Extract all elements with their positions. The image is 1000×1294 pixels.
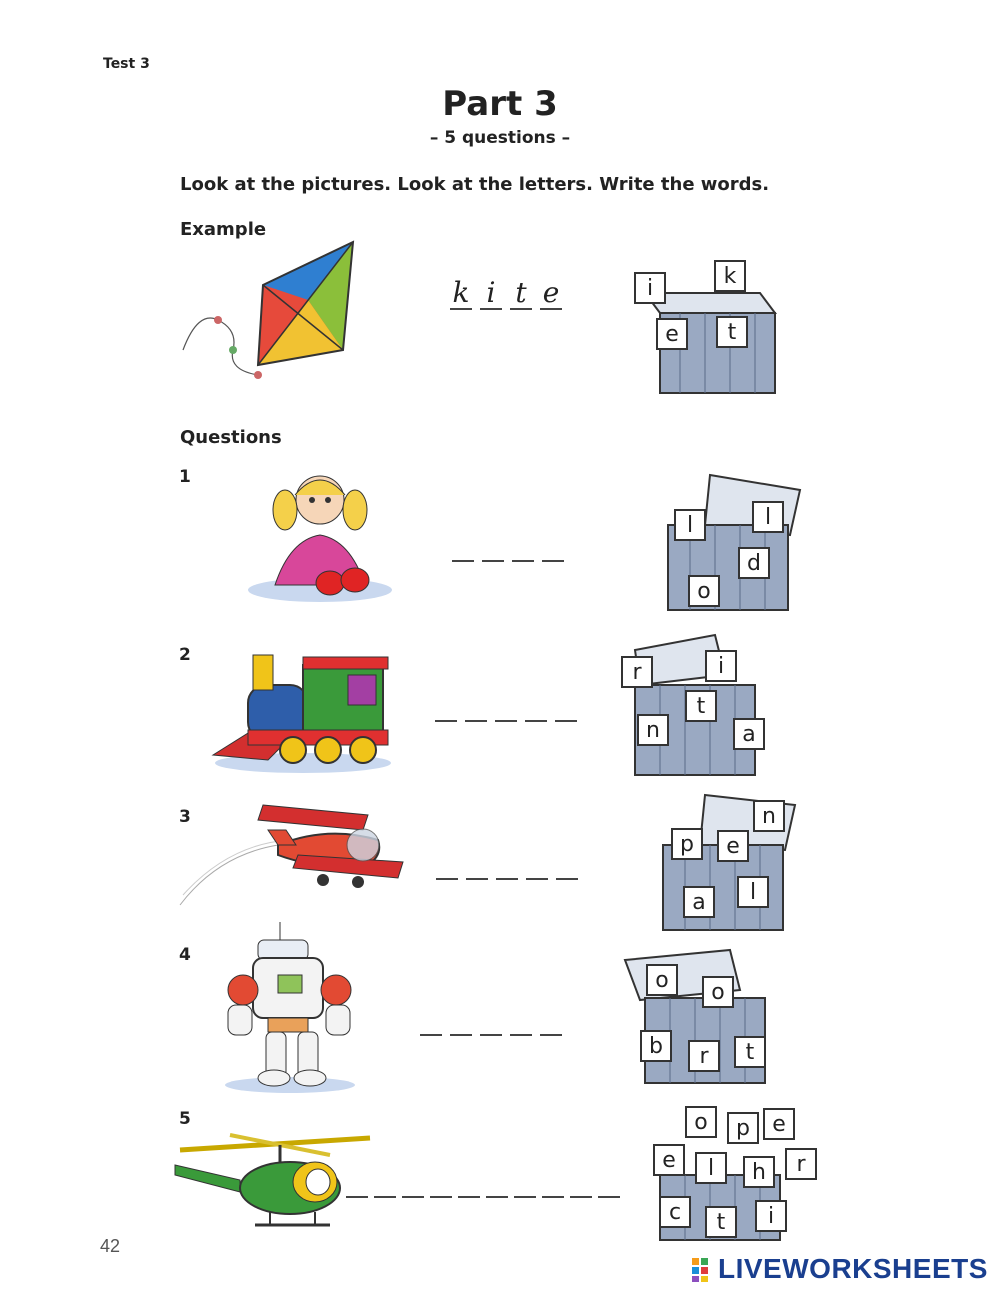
answer-blank[interactable] xyxy=(540,1004,562,1036)
question-number: 1 xyxy=(179,467,191,487)
letter-tile: h xyxy=(743,1156,775,1188)
instructions: Look at the pictures. Look at the letters. Write the words. xyxy=(180,174,770,195)
answer-blank[interactable] xyxy=(525,690,547,722)
example-letter-box xyxy=(620,238,820,408)
plane-icon xyxy=(178,800,408,910)
letter-tile: i xyxy=(634,272,666,304)
letter-tile: t xyxy=(685,690,717,722)
letter-tile: a xyxy=(683,886,715,918)
answer-blank[interactable] xyxy=(452,530,474,562)
answer-blank[interactable] xyxy=(556,848,578,880)
answer-blanks-1[interactable] xyxy=(452,530,564,562)
letter-tile: r xyxy=(688,1040,720,1072)
letter-tile: n xyxy=(753,800,785,832)
letter-tile: r xyxy=(785,1148,817,1180)
answer-blank[interactable] xyxy=(482,530,504,562)
answer-blank[interactable] xyxy=(346,1166,368,1198)
letter-tile: o xyxy=(702,976,734,1008)
answer-blank[interactable] xyxy=(420,1004,442,1036)
letter-box-2 xyxy=(615,630,815,800)
example-label: Example xyxy=(180,219,267,240)
liveworksheets-logo-icon xyxy=(692,1258,718,1282)
letter-tile: i xyxy=(705,650,737,682)
example-answer-letter: e xyxy=(540,278,562,310)
letter-tile: t xyxy=(734,1036,766,1068)
letter-tile: o xyxy=(646,964,678,996)
answer-blank[interactable] xyxy=(570,1166,592,1198)
liveworksheets-brand[interactable]: LIVEWORKSHEETS xyxy=(718,1253,988,1284)
letter-tile: i xyxy=(755,1200,787,1232)
letter-tile: p xyxy=(671,828,703,860)
example-answer xyxy=(450,278,562,310)
page-subtitle: – 5 questions – xyxy=(429,128,571,148)
letter-box-1 xyxy=(660,465,860,635)
answer-blank[interactable] xyxy=(495,690,517,722)
answer-blank[interactable] xyxy=(450,1004,472,1036)
question-number: 3 xyxy=(179,807,191,827)
letter-tile: k xyxy=(714,260,746,292)
letter-tile: r xyxy=(621,656,653,688)
question-number: 5 xyxy=(179,1109,191,1129)
doll-icon xyxy=(245,465,395,605)
answer-blank[interactable] xyxy=(430,1166,452,1198)
kite-icon xyxy=(178,240,363,390)
answer-blank[interactable] xyxy=(435,690,457,722)
answer-blank[interactable] xyxy=(496,848,518,880)
letter-tile: l xyxy=(737,876,769,908)
answer-blank[interactable] xyxy=(542,1166,564,1198)
answer-blank[interactable] xyxy=(510,1004,532,1036)
example-answer-letter: t xyxy=(510,278,532,310)
letter-tile: d xyxy=(738,547,770,579)
letter-tile: t xyxy=(716,316,748,348)
answer-blank[interactable] xyxy=(402,1166,424,1198)
answer-blank[interactable] xyxy=(466,848,488,880)
box-icon xyxy=(655,790,815,940)
letter-box-3 xyxy=(655,790,855,960)
answer-blanks-4[interactable] xyxy=(420,1004,562,1036)
letter-tile: n xyxy=(637,714,669,746)
letter-tile: e xyxy=(653,1144,685,1176)
answer-blank[interactable] xyxy=(480,1004,502,1036)
questions-label: Questions xyxy=(180,427,282,448)
answer-blanks-5[interactable] xyxy=(346,1166,620,1198)
answer-blank[interactable] xyxy=(555,690,577,722)
answer-blank[interactable] xyxy=(486,1166,508,1198)
robot-icon xyxy=(218,920,363,1095)
letter-tile: a xyxy=(733,718,765,750)
answer-blank[interactable] xyxy=(542,530,564,562)
question-number: 4 xyxy=(179,945,191,965)
page-title: Part 3 xyxy=(442,84,558,124)
answer-blank[interactable] xyxy=(512,530,534,562)
letter-tile: l xyxy=(752,501,784,533)
letter-tile: o xyxy=(688,575,720,607)
letter-tile: t xyxy=(705,1206,737,1238)
letter-box-5 xyxy=(645,1100,825,1245)
letter-tile: p xyxy=(727,1112,759,1144)
letter-tile: l xyxy=(695,1152,727,1184)
letter-box-4 xyxy=(620,940,820,1110)
train-icon xyxy=(208,635,393,775)
letter-tile: b xyxy=(640,1030,672,1062)
answer-blank[interactable] xyxy=(514,1166,536,1198)
answer-blank[interactable] xyxy=(465,690,487,722)
letter-tile: l xyxy=(674,509,706,541)
letter-tile: e xyxy=(656,318,688,350)
page-number: 42 xyxy=(100,1236,121,1256)
answer-blank[interactable] xyxy=(374,1166,396,1198)
answer-blanks-3[interactable] xyxy=(436,848,578,880)
letter-tile: o xyxy=(685,1106,717,1138)
letter-tile: e xyxy=(717,830,749,862)
answer-blanks-2[interactable] xyxy=(435,690,577,722)
letter-tile: c xyxy=(659,1196,691,1228)
example-answer-letter: i xyxy=(480,278,502,310)
test-label: Test 3 xyxy=(103,56,150,72)
answer-blank[interactable] xyxy=(436,848,458,880)
letter-tile: e xyxy=(763,1108,795,1140)
answer-blank[interactable] xyxy=(598,1166,620,1198)
answer-blank[interactable] xyxy=(526,848,548,880)
example-answer-letter: k xyxy=(450,278,472,310)
question-number: 2 xyxy=(179,645,191,665)
answer-blank[interactable] xyxy=(458,1166,480,1198)
